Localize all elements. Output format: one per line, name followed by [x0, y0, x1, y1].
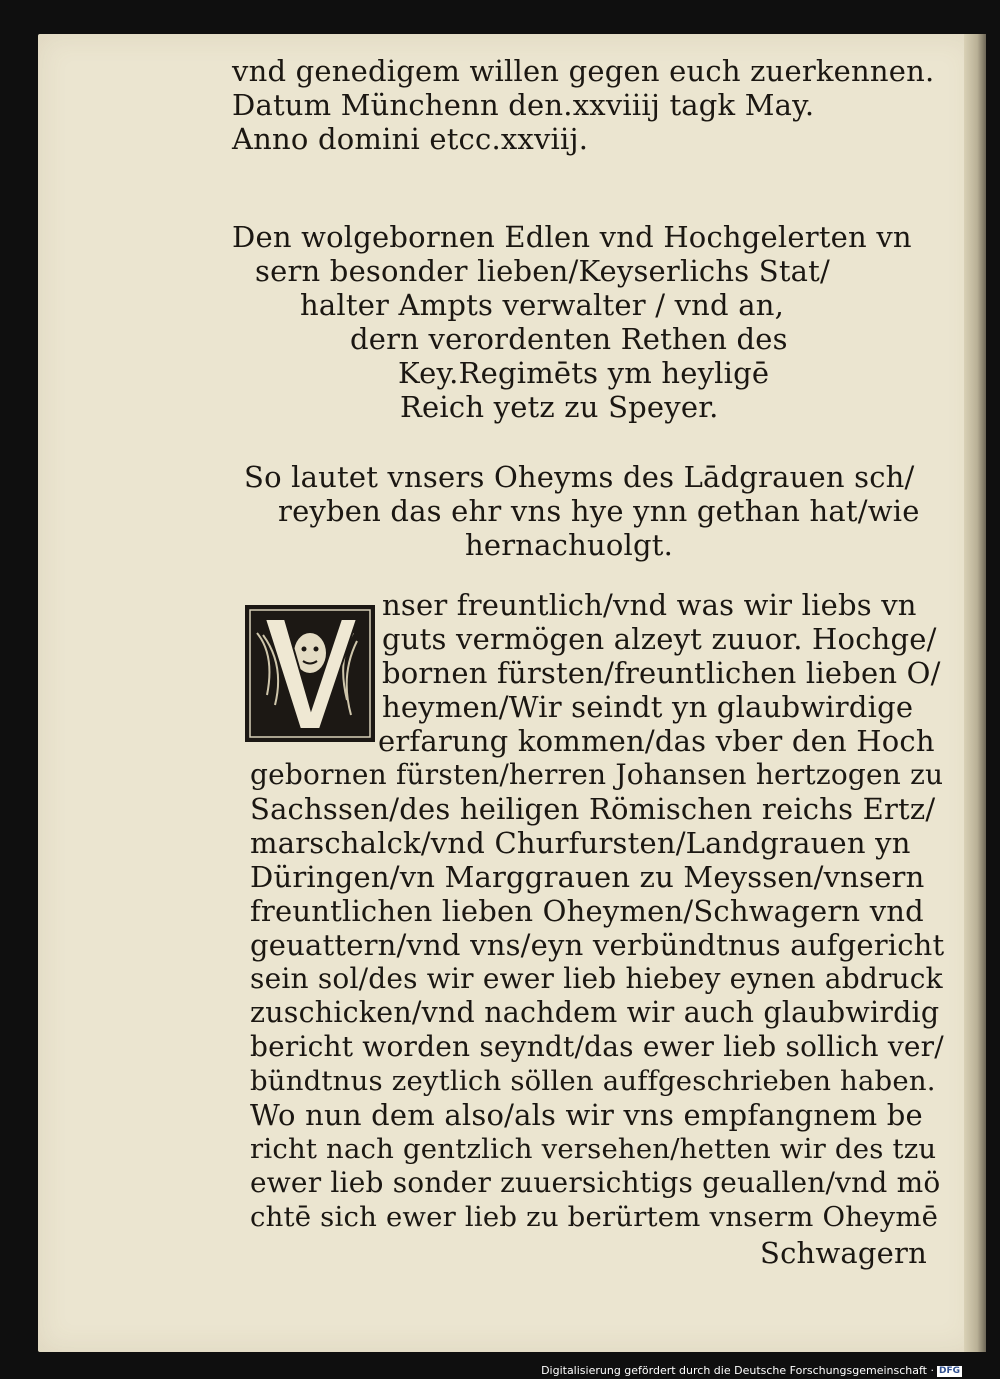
- address-line: Reich yetz zu Speyer.: [400, 390, 719, 424]
- text-line: Anno domini etcc.xxviij.: [232, 122, 589, 156]
- address-line: dern verordenten Rethen des: [350, 322, 788, 356]
- address-line: sern besonder lieben/Keyserlichs Stat/: [255, 254, 830, 288]
- initial-v-woodcut-icon: [245, 605, 375, 742]
- address-line: Den wolgebornen Edlen vnd Hochgelerten vn: [232, 220, 912, 254]
- text-line: nser freuntlich/vnd was wir liebs vn: [382, 588, 917, 622]
- text-line: freuntlichen lieben Oheymen/Schwagern vnd: [250, 894, 924, 928]
- text-line: bündtnus zeytlich söllen auffgeschrieben haben.: [250, 1065, 936, 1097]
- text-line: bornen fürsten/freuntlichen lieben O/: [382, 656, 941, 690]
- text-line: richt nach gentzlich versehen/hetten wir des tzu: [250, 1133, 937, 1165]
- text-line: zuschicken/vnd nachdem wir auch glaubwirdig: [250, 996, 940, 1029]
- text-line: heymen/Wir seindt yn glaubwirdige: [382, 690, 914, 724]
- text-line: Düringen/vn Marggrauen zu Meyssen/vnsern: [250, 860, 925, 894]
- heading-line: reyben das ehr vns hye ynn gethan hat/wie: [278, 494, 920, 528]
- dfg-logo: DFG: [938, 1365, 960, 1376]
- credit-text: Digitalisierung gefördert durch die Deutsche Forschungsgemeinschaft ·: [541, 1364, 934, 1377]
- text-line: Sachssen/des heiligen Römischen reichs Ertz/: [250, 792, 936, 826]
- catchword: Schwagern: [760, 1236, 927, 1270]
- text-line: vnd genedigem willen gegen euch zuerkennen.: [232, 54, 935, 88]
- digitization-credit: [541, 1364, 962, 1378]
- text-line: Wo nun dem also/als wir vns empfangnem be: [250, 1098, 923, 1132]
- text-line: chtē sich ewer lieb zu berürtem vnserm Oheymē: [250, 1201, 939, 1233]
- text-line: marschalck/vnd Churfursten/Landgrauen yn: [250, 826, 911, 860]
- page-edge: [964, 34, 986, 1352]
- text-line: erfarung kommen/das vber den Hoch: [378, 724, 935, 758]
- text-line: Datum Münchenn den.xxviiij tagk May.: [232, 88, 815, 122]
- text-line: bericht worden seyndt/das ewer lieb sollich ver/: [250, 1030, 944, 1063]
- heading-line: hernachuolgt.: [465, 528, 674, 562]
- text-line: ewer lieb sonder zuuersichtigs geuallen/vnd mö: [250, 1166, 941, 1199]
- address-line: Key.Regimēts ym heyligē: [398, 356, 770, 390]
- text-line: gebornen fürsten/herren Johansen hertzogen zu: [250, 758, 944, 791]
- heading-line: So lautet vnsers Oheyms des Lādgrauen sch/: [244, 460, 915, 494]
- text-line: sein sol/des wir ewer lieb hiebey eynen abdruck: [250, 962, 943, 995]
- text-line: guts vermögen alzeyt zuuor. Hochge/: [382, 622, 937, 656]
- text-line: geuattern/vnd vns/eyn verbündtnus aufgericht: [250, 928, 945, 962]
- address-line: halter Ampts verwalter / vnd an,: [300, 288, 785, 322]
